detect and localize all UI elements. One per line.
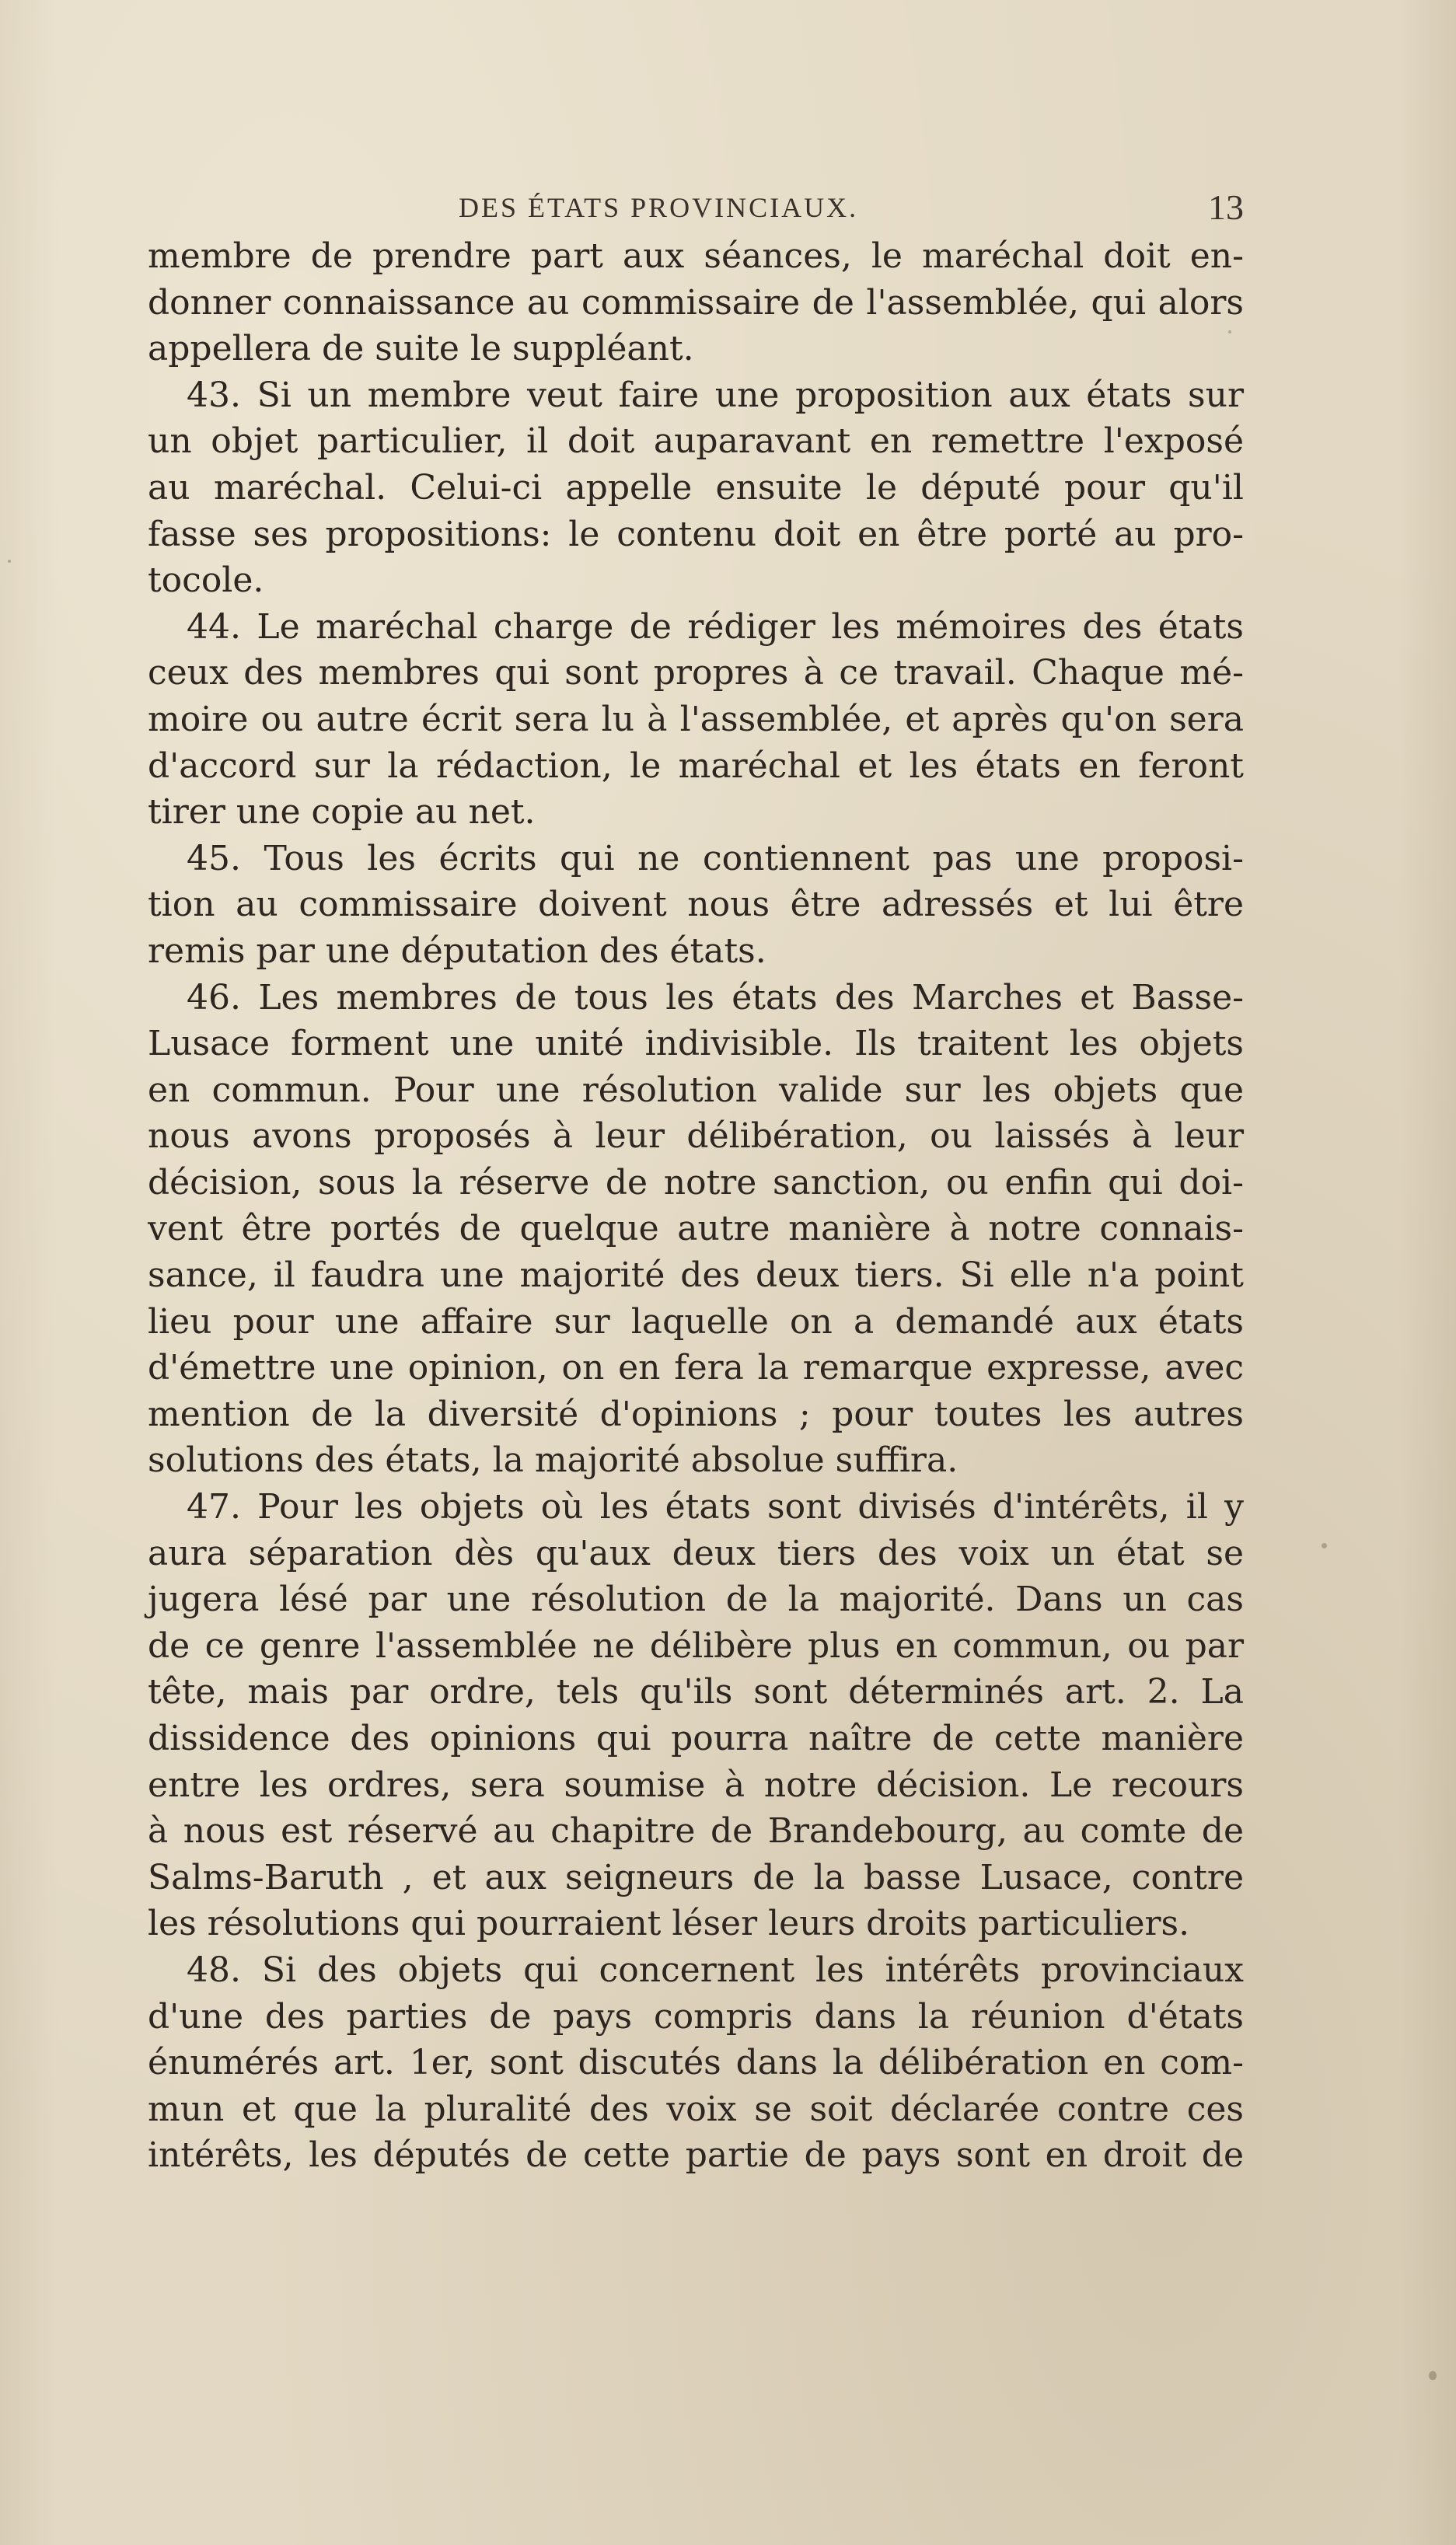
paper-speck bbox=[8, 560, 11, 563]
article-48-start: 48. Si des objets qui concernent les intérêts provinciaux bbox=[187, 1950, 1244, 1990]
text-line: mun et que la pluralité des voix se soit déclarée contre ces bbox=[148, 2089, 1244, 2129]
text-line: nous avons proposés à leur délibération, ou laissés à leur bbox=[148, 1116, 1244, 1157]
text-line: fasse ses propositions: le contenu doit en être porté au pro- bbox=[148, 514, 1244, 554]
text-line: les résolutions qui pourraient léser leurs droits particuliers. bbox=[148, 1904, 1190, 1944]
text-line: tion au commissaire doivent nous être adressés et lui être bbox=[148, 885, 1244, 925]
text-line: moire ou autre écrit sera lu à l'assemblée, et après qu'on sera bbox=[148, 699, 1244, 739]
text-line: d'émettre une opinion, on en fera la remarque expresse, avec bbox=[148, 1348, 1244, 1388]
text-line: vent être portés de quelque autre manière à notre connais- bbox=[148, 1209, 1244, 1249]
paper-speck bbox=[1429, 2371, 1437, 2380]
text-line: intérêts, les députés de cette partie de pays sont en droit de bbox=[148, 2135, 1244, 2176]
text-line: mention de la diversité d'opinions ; pour toutes les autres bbox=[148, 1394, 1244, 1434]
text-line: dissidence des opinions qui pourra naître de cette manière bbox=[148, 1719, 1244, 1758]
text-line: d'une des parties de pays compris dans la réunion d'états bbox=[148, 1996, 1244, 2037]
text-line: Lusace forment une unité indivisible. Ils traitent les objets bbox=[148, 1024, 1244, 1064]
text-line: un objet particulier, il doit auparavant en remettre l'exposé bbox=[148, 421, 1244, 462]
page-number: 13 bbox=[1208, 187, 1244, 227]
text-line: au maréchal. Celui-ci appelle ensuite le député pour qu'il bbox=[148, 467, 1244, 508]
text-line: Salms-Baruth , et aux seigneurs de la basse Lusace, contre bbox=[148, 1857, 1244, 1897]
running-title: DES ÉTATS PROVINCIAUX. bbox=[459, 192, 859, 223]
paper-speck bbox=[1228, 330, 1231, 333]
text-line: remis par une députation des états. bbox=[148, 930, 766, 971]
text-line: sance, il faudra une majorité des deux tiers. Si elle n'a point bbox=[148, 1255, 1244, 1296]
text-line: tocole. bbox=[148, 560, 264, 601]
text-line: solutions des états, la majorité absolue suffira. bbox=[148, 1440, 958, 1481]
text-line: donner connaissance au commissaire de l'assemblée, qui alors bbox=[148, 282, 1244, 323]
text-line: de ce genre l'assemblée ne délibère plus en commun, ou par bbox=[148, 1625, 1244, 1666]
article-43-start: 43. Si un membre veut faire une proposition aux états sur bbox=[187, 375, 1244, 415]
text-line: lieu pour une affaire sur laquelle on a demandé aux états bbox=[148, 1301, 1244, 1342]
text-line: membre de prendre part aux séances, le maréchal doit en- bbox=[148, 236, 1244, 276]
body-text bbox=[148, 233, 1244, 2179]
text-line: jugera lésé par une résolution de la majorité. Dans un cas bbox=[148, 1580, 1244, 1620]
text-line: tirer une copie au net. bbox=[148, 792, 536, 833]
text-line: entre les ordres, sera soumise à notre décision. Le recours bbox=[148, 1765, 1244, 1805]
article-44-start: 44. Le maréchal charge de rédiger les mémoires des états bbox=[187, 606, 1244, 647]
paper-speck bbox=[1322, 1543, 1327, 1548]
article-46-start: 46. Les membres de tous les états des Marches et Basse- bbox=[187, 977, 1244, 1018]
text-line: aura séparation dès qu'aux deux tiers des voix un état se bbox=[148, 1533, 1244, 1573]
text-line: tête, mais par ordre, tels qu'ils sont déterminés art. 2. La bbox=[148, 1672, 1244, 1712]
text-line: ceux des membres qui sont propres à ce travail. Chaque mé- bbox=[148, 653, 1244, 693]
text-line: d'accord sur la rédaction, le maréchal et les états en feront bbox=[148, 745, 1244, 786]
text-line: appellera de suite le suppléant. bbox=[148, 329, 694, 369]
page-header bbox=[459, 187, 1244, 233]
text-line: énumérés art. 1er, sont discutés dans la délibération en com- bbox=[148, 2043, 1244, 2083]
text-line: en commun. Pour une résolution valide sur les objets que bbox=[148, 1070, 1244, 1110]
text-line: à nous est réservé au chapitre de Brandebourg, au comte de bbox=[148, 1811, 1244, 1852]
article-47-start: 47. Pour les objets où les états sont divisés d'intérêts, il y bbox=[187, 1487, 1244, 1527]
text-line: décision, sous la réserve de notre sanction, ou enfin qui doi- bbox=[148, 1162, 1244, 1203]
article-45-start: 45. Tous les écrits qui ne contiennent pas une proposi- bbox=[187, 838, 1244, 878]
